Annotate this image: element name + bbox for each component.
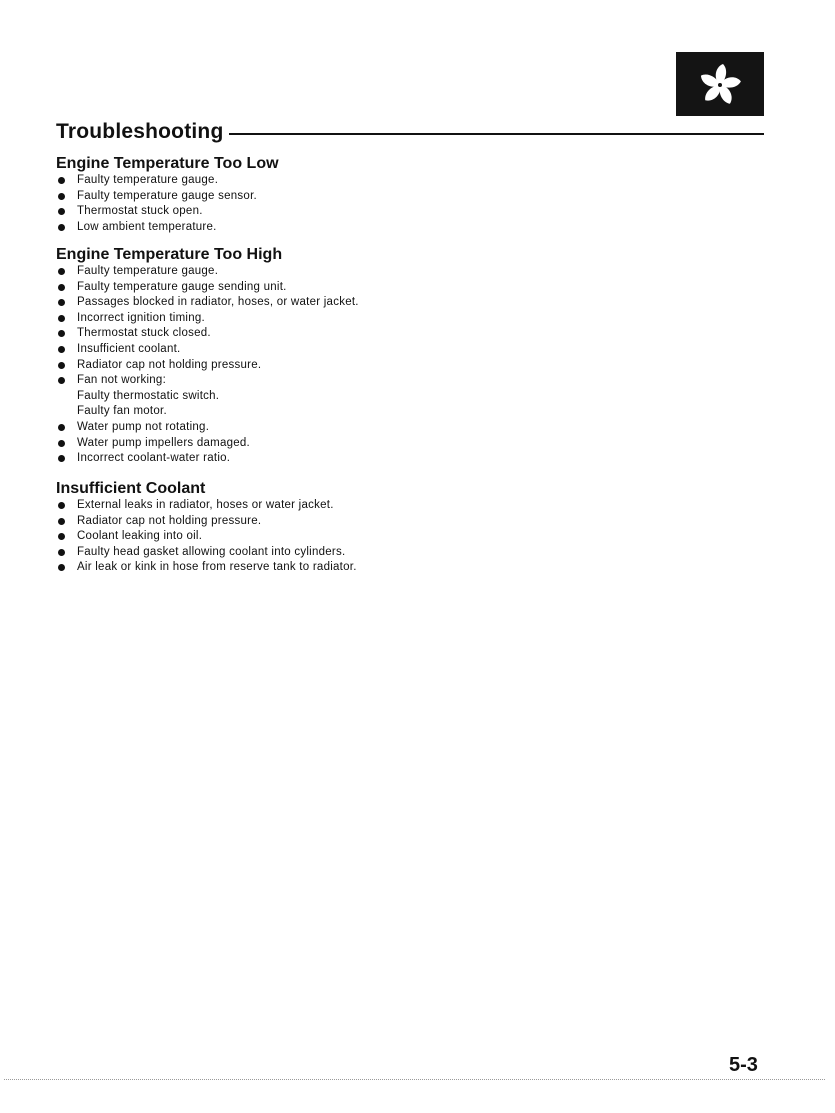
list-sub-item: Faulty fan motor. (77, 405, 167, 418)
list-item (56, 373, 756, 389)
section-insufficient-coolant (56, 480, 756, 576)
list-item (56, 264, 756, 280)
list-sub-item: Faulty thermostatic switch. (77, 389, 220, 402)
list-item (56, 560, 756, 576)
list-item (56, 342, 756, 358)
item-text: Insufficient coolant. (77, 342, 181, 355)
list-item (56, 498, 756, 514)
list-item (56, 311, 756, 327)
section-heading: Engine Temperature Too High (56, 246, 283, 263)
bullet-icon (58, 284, 65, 291)
section-heading: Insufficient Coolant (56, 480, 206, 497)
item-text: Incorrect coolant-water ratio. (77, 452, 231, 465)
title-row (56, 120, 764, 146)
bottom-rule (4, 1079, 825, 1080)
item-text: Faulty temperature gauge sensor. (77, 189, 257, 202)
section-badge (676, 52, 764, 116)
item-text: Fan not working: (77, 374, 167, 387)
bullet-icon (58, 440, 65, 447)
list-item (56, 204, 756, 220)
list-item (56, 514, 756, 530)
list-item (56, 295, 756, 311)
list-item (56, 173, 756, 189)
item-text: Radiator cap not holding pressure. (77, 358, 262, 371)
bullet-icon (58, 377, 65, 384)
fan-icon (676, 52, 764, 116)
item-text: Coolant leaking into oil. (77, 530, 203, 543)
bullet-icon (58, 268, 65, 275)
bullet-icon (58, 518, 65, 525)
list-item (56, 420, 756, 436)
section-engine-temp-high (56, 246, 756, 467)
bullet-icon (58, 193, 65, 200)
list-item (56, 436, 756, 452)
item-text: Incorrect ignition timing. (77, 311, 205, 324)
bullet-icon (58, 208, 65, 215)
item-text: Radiator cap not holding pressure. (77, 514, 262, 527)
bullet-icon (58, 502, 65, 509)
item-text: Water pump impellers damaged. (77, 436, 251, 449)
page-number: 5-3 (729, 1054, 758, 1076)
item-text: Low ambient temperature. (77, 220, 217, 233)
item-text: Water pump not rotating. (77, 420, 210, 433)
bullet-icon (58, 177, 65, 184)
list-item (56, 326, 756, 342)
item-text: Faulty temperature gauge. (77, 265, 219, 277)
bullet-icon (58, 455, 65, 462)
bullet-icon (58, 533, 65, 540)
list-item (56, 220, 756, 236)
section-heading: Engine Temperature Too Low (56, 155, 279, 172)
bullet-icon (58, 362, 65, 369)
bullet-icon (58, 424, 65, 431)
bullet-icon (58, 564, 65, 571)
item-text: Air leak or kink in hose from reserve tank to radiator. (77, 561, 357, 574)
list-item (56, 529, 756, 545)
list-item (56, 451, 756, 467)
cause-list (56, 264, 756, 467)
item-text: External leaks in radiator, hoses or water jacket. (77, 499, 334, 511)
item-text: Passages blocked in radiator, hoses, or water jacket. (77, 296, 359, 309)
item-text: Thermostat stuck closed. (77, 327, 211, 340)
item-text: Faulty temperature gauge. (77, 174, 219, 186)
bullet-icon (58, 549, 65, 556)
cause-list (56, 498, 756, 576)
page-title: Troubleshooting (56, 120, 224, 143)
list-item (56, 545, 756, 561)
item-text: Faulty head gasket allowing coolant into cylinders. (77, 545, 346, 558)
bullet-icon (58, 315, 65, 322)
bullet-icon (58, 299, 65, 306)
list-item (56, 189, 756, 205)
bullet-icon (58, 330, 65, 337)
list-item (56, 280, 756, 296)
section-engine-temp-low (56, 155, 756, 235)
title-rule (229, 133, 764, 135)
item-text: Thermostat stuck open. (77, 205, 203, 218)
bullet-icon (58, 346, 65, 353)
cause-list (56, 173, 756, 235)
item-text: Faulty temperature gauge sending unit. (77, 280, 287, 293)
list-item (56, 358, 756, 374)
bullet-icon (58, 224, 65, 231)
